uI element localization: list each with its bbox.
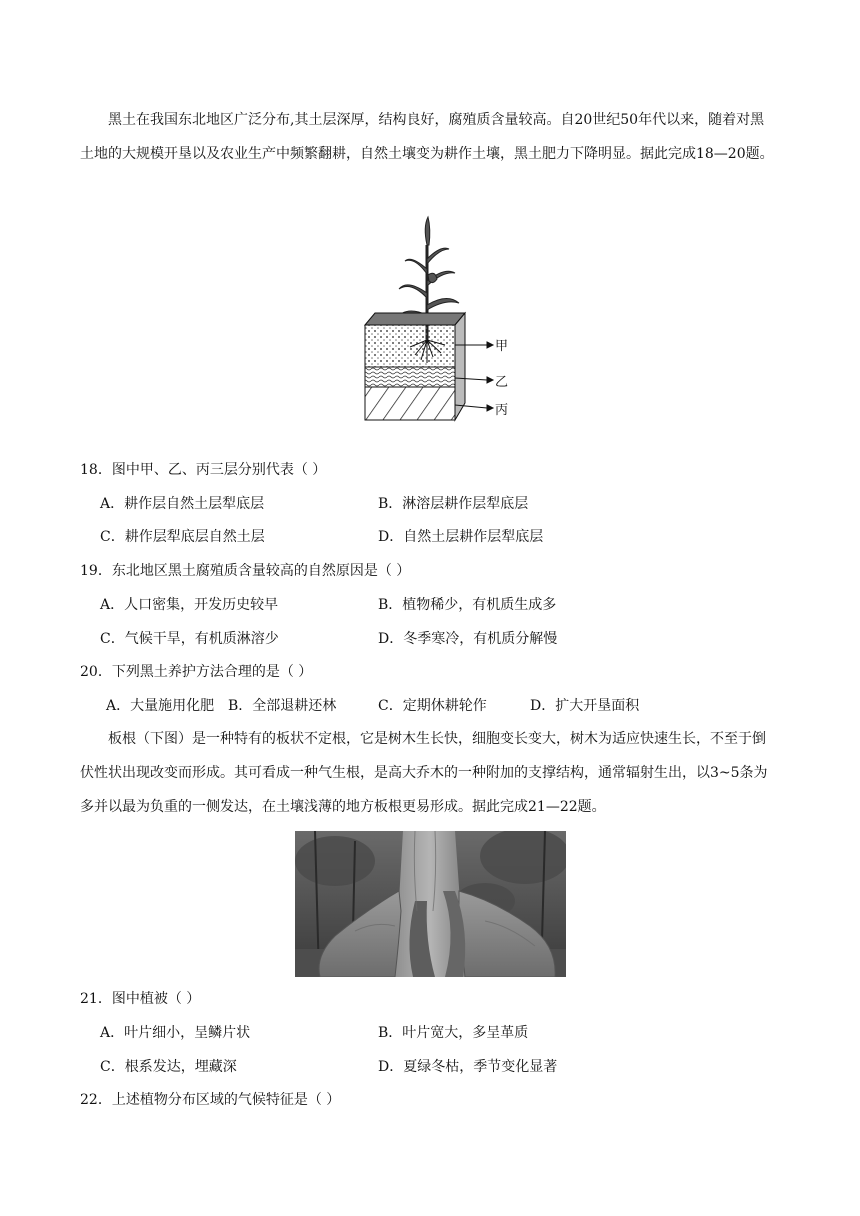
q19-option-c: C．气候干旱，有机质淋溶少 (100, 631, 279, 647)
layer-label-yi: 乙 (495, 375, 509, 390)
q20-option-c: C．定期休耕轮作 (378, 698, 487, 714)
q19-option-a: A．人口密集，开发历史较早 (100, 597, 279, 613)
soil-profile-figure (355, 215, 515, 430)
q20-option-a: A．大量施用化肥 (106, 698, 215, 714)
q18-option-a: A．耕作层自然土层犁底层 (100, 496, 265, 512)
q20-option-d: D．扩大开垦面积 (530, 698, 640, 714)
question-22-stem: 22．上述植物分布区域的气候特征是（ ） (80, 1092, 341, 1108)
question-18-stem: 18．图中甲、乙、丙三层分别代表（ ） (80, 462, 327, 478)
q18-option-b: B．淋溶层耕作层犁底层 (378, 496, 529, 512)
layer-label-bing: 丙 (495, 403, 509, 418)
q21-option-c: C．根系发达，埋藏深 (100, 1059, 237, 1075)
question-21-stem: 21．图中植被（ ） (80, 991, 201, 1007)
q21-option-b: B．叶片宽大，多呈革质 (378, 1025, 529, 1041)
passage-buttress-root: 板根（下图）是一种特有的板状不定根，它是树木生长快，细胞变长变大，树木为适应快速生长，不至于倒伏性状出现改变而形成。其可看成一种气生根，是高大乔木的一种附加的支撑结构，通常辐射生出，以3~5条为多并以最为负重的一侧发达，在土壤浅薄的地方板根更易形成。据此完成21—22题。 (80, 731, 768, 815)
question-20-stem: 20．下列黑土养护方法合理的是（ ） (80, 664, 313, 680)
layer-label-jia: 甲 (495, 339, 509, 354)
passage-black-soil: 黑土在我国东北地区广泛分布,其土层深厚，结构良好，腐殖质含量较高。自20世纪50年代以来，随着对黑土地的大规模开垦以及农业生产中频繁翻耕，自然土壤变为耕作土壤，黑土肥力下降明显。据此完成18—20题。 (80, 112, 774, 162)
question-19-stem: 19．东北地区黑土腐殖质含量较高的自然原因是（ ） (80, 563, 411, 579)
q21-option-a: A．叶片细小，呈鳞片状 (100, 1025, 251, 1041)
q19-option-b: B．植物稀少，有机质生成多 (378, 597, 557, 613)
q20-option-b: B．全部退耕还林 (228, 698, 337, 714)
q18-option-d: D．自然土层耕作层犁底层 (378, 529, 544, 545)
q21-option-d: D．夏绿冬枯，季节变化显著 (378, 1059, 558, 1075)
q19-option-d: D．冬季寒冷，有机质分解慢 (378, 631, 558, 647)
q18-option-c: C．耕作层犁底层自然土层 (100, 529, 265, 545)
buttress-root-photo (295, 831, 566, 977)
